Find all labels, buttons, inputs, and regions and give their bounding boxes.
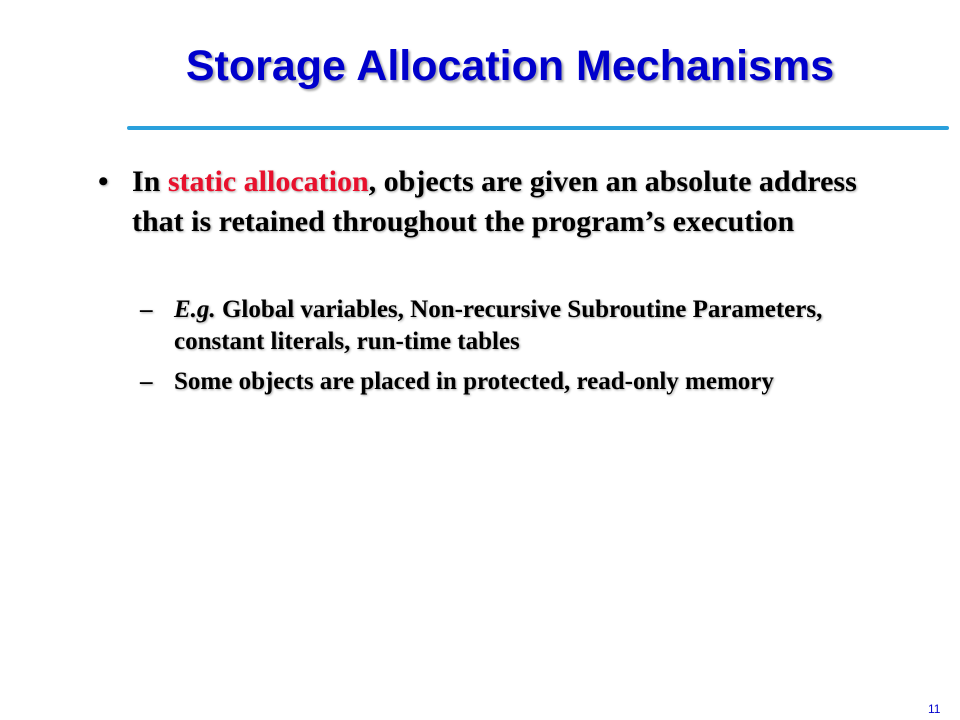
sub-bullet-examples: [174, 294, 914, 358]
sub-bullet-readonly: Some objects are placed in protected, read-only memory: [174, 368, 774, 395]
sub-bullet-examples-text: Global variables, Non-recursive Subroutine Parameters, constant literals, run-time tables: [174, 296, 823, 355]
sub-bullet-dash: –: [140, 296, 153, 323]
bullet-prefix: In: [132, 165, 168, 198]
sub-bullet-eg: E.g.: [174, 296, 216, 323]
bullet-highlight-term: static allocation: [167, 165, 369, 198]
bullet-suffix: , objects are given an absolute address that is retained throughout the program’s execution: [132, 165, 857, 238]
main-bullet: [132, 162, 902, 242]
title-underline-rule: [127, 126, 949, 130]
bullet-marker: •: [98, 165, 109, 198]
slide-title: Storage Allocation Mechanisms: [185, 42, 835, 90]
sub-bullet-dash: –: [140, 368, 153, 395]
page-number: 11: [928, 702, 941, 716]
